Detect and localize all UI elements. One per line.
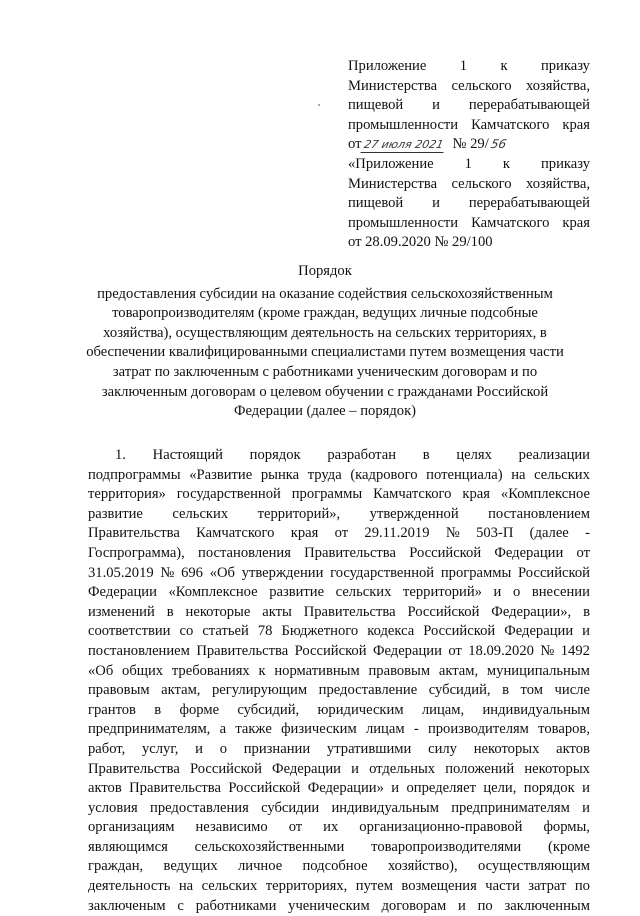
word: Российской [409,544,482,561]
word: ученическим [288,897,370,914]
word: утратившими [326,740,412,757]
appendix-old-line [348,214,590,234]
word: сельских [172,505,229,522]
word: актов [88,780,122,797]
word: Российской [189,760,262,777]
word: в [583,603,590,620]
word: к [258,662,266,679]
word: подпрограммы [88,466,181,483]
word: Камчатского [196,525,275,542]
handwritten-number: 56 [489,137,508,152]
word: сельскохозяйственными [194,838,345,855]
title-line: товаропроизводителям (кроме граждан, ведущих личные подсобные [112,305,538,322]
word: края [462,486,490,503]
body-line [88,760,590,780]
word: 31.05.2019 [88,564,154,581]
word: в [422,447,430,463]
word: нормативным [274,662,360,679]
appendix-new-line [348,116,590,136]
appendix-old-block [348,155,590,253]
body-line [88,524,590,544]
title-line: хозяйства), осуществляющим деятельность на сельских территориях, в [103,324,547,341]
word: и [391,780,400,797]
word: требованиях [171,662,250,679]
body-line [88,446,590,466]
word: труда [307,466,342,483]
appendix-new-line [348,57,590,77]
word: со [179,623,194,640]
word: «Приложение [348,156,434,172]
word: том [520,682,543,699]
word: 1 [464,156,472,172]
title-line: заключенным договорам о целевом обучении с гражданами Российской [101,383,549,400]
word: отдельных [369,760,436,777]
word: развитие [269,584,325,601]
word: от [576,544,590,561]
number-prefix: № 29/ [452,136,489,153]
word: и [582,780,590,797]
word: юридическим [317,701,404,718]
word: Камчатского [471,214,550,231]
word: рынка [260,466,300,483]
word: сельского [451,77,512,94]
word: перерабатывающей [468,195,590,212]
word: Федерации» [307,780,384,797]
body-line [88,603,590,623]
word: пищевой [348,195,404,212]
word: 1 [459,58,468,74]
word: и [493,584,502,601]
word: субсидий, [237,701,300,718]
title-heading: Порядок [298,263,352,279]
word: внесении [531,584,590,601]
word: товаропроизводителями [371,838,522,855]
body-line [88,662,590,682]
word: форме [179,701,220,718]
word: и [432,195,440,212]
word: края [562,214,590,231]
word: Федерации [372,642,442,659]
word: в [166,603,174,620]
word: 78 [257,623,273,640]
word: предпринимателям [451,799,570,816]
word: организационно-правовой [359,819,523,836]
word: предоставление [318,682,418,699]
word: ведущих [163,858,218,875]
word: (далее [529,525,569,542]
word: разработан [327,447,397,463]
word: потенциала) [426,466,503,483]
word: лицам, [421,701,465,718]
word: актам, [161,682,201,699]
word: в [154,701,162,718]
word: Правительства [304,544,396,561]
word: Федерации [88,584,157,601]
body-line [88,779,590,799]
word: программы [291,486,363,503]
word: актов [556,740,590,757]
word: Российской [407,603,480,620]
word: Российской [294,642,367,659]
word: силу [428,740,457,757]
body-line [88,583,590,603]
word: независимо [195,819,268,836]
word: соответствии [88,623,171,640]
word: приказу [540,58,590,74]
word: 503-П [476,525,514,542]
word: также [235,721,272,738]
word: Правительства [196,642,289,659]
appendix-old-date-line: от 28.09.2020 № 29/100 [348,234,493,251]
word: Федерации [504,623,574,640]
appendix-new-line [348,77,590,97]
word: территорий», [257,505,341,522]
word: о [512,584,521,601]
word: «Комплексное [500,486,590,503]
word: Правительства [303,603,396,620]
word: кодекса [367,623,415,640]
document-title [60,262,590,422]
word: края [562,116,590,133]
word: программы [440,564,512,581]
body-line [88,838,590,858]
word: постановлением [488,505,590,522]
word: деятельность [88,878,171,895]
word: и [458,897,466,914]
word: утвержденной [369,505,459,522]
word: заключенным [504,897,590,914]
word: в [502,682,509,699]
word: признании [243,740,311,757]
word: «Об [209,564,235,581]
word: определяет [406,780,476,797]
word: Госпрограмма), [88,544,185,561]
body-line [88,877,590,897]
word: сельского [451,175,512,192]
word: хозяйства, [525,77,590,94]
word: (кадрового [350,466,418,483]
word: общих [122,662,164,679]
word: актам, [438,662,479,679]
scan-speck [318,104,320,106]
word: осуществляющим [477,858,590,875]
word: некоторые [185,603,251,620]
word: товаров, [538,721,590,738]
word: а [219,721,227,738]
word: и [432,97,440,114]
title-line: Федерации (далее – порядок) [233,403,417,420]
word: Российской [423,623,496,640]
word: некоторых [473,740,540,757]
word: услуг, [142,740,179,757]
appendix-old-line [348,155,590,175]
word: целях [456,447,492,463]
word: (кроме [548,838,590,855]
word: грантов [88,701,136,718]
word: порядок [523,780,575,797]
date-prefix: от [348,136,362,153]
word: Федерации [272,760,341,777]
word: субсидии [261,799,320,816]
body-line [88,466,590,486]
word: являющимся [88,838,168,855]
word: предпринимателям, [88,721,211,738]
word: Российской [228,780,301,797]
word: государственной [176,486,281,503]
word: личное [237,858,283,875]
word: Министерства [348,175,438,192]
word: правовым [368,662,431,679]
word: хозяйство), [387,858,458,875]
word: Министерства [348,77,438,94]
word: индивидуальным [482,701,590,718]
body-line [88,720,590,740]
title-line: затрат по заключенным с работниками ученическим договорам и по [112,363,538,380]
word: по [477,897,493,914]
word: утверждении [241,564,324,581]
word: 696 [181,564,203,581]
word: акты [262,603,292,620]
word: Правительства [88,760,180,777]
word: затрат [528,878,567,895]
body-line [88,897,590,916]
word: граждан, [88,858,144,875]
body-line [88,857,590,877]
word: от [334,525,349,542]
word: Федерации», [491,603,572,620]
word: № [160,564,175,581]
word: территорий» [403,584,482,601]
word: их [323,819,339,836]
appendix-new-block [348,57,590,155]
word: условия [88,799,138,816]
word: части [485,878,520,895]
word: подсобное [302,858,368,875]
word: «Об [88,662,114,679]
word: края [290,525,319,542]
word: - [413,721,419,738]
word: развитие [88,505,143,522]
word: пищевой [348,97,404,114]
body-line [88,505,590,525]
word: Приложение [348,58,427,74]
body-line [88,544,590,564]
body-line [88,740,590,760]
word: статьей [202,623,249,640]
word: Камчатского [373,486,452,503]
word: перерабатывающей [468,97,590,114]
word: Настоящий [152,447,223,463]
body-line [88,681,590,701]
word: и [582,799,590,816]
body-line [88,622,590,642]
word: постановления [198,544,291,561]
word: сельских [534,466,590,483]
appendix-old-line [348,194,590,214]
word: реализации [518,447,590,463]
word: с [177,897,184,914]
handwritten-date: 27 июля 2021 [361,138,447,153]
appendix-new-date-line [348,135,590,155]
word: договорам [381,897,447,914]
appendix-new-line [348,96,590,116]
word: № [445,525,460,542]
word: формы, [543,819,590,836]
word: к [500,58,508,74]
word: Правительства [129,780,221,797]
word: работ, [88,740,126,757]
body-line [88,642,590,662]
word: муниципальным [486,662,590,679]
body-paragraph [88,446,590,916]
word: лицам [365,721,405,738]
word: по [574,878,590,895]
body-line [88,818,590,838]
word: о [219,740,227,757]
body-line [88,799,590,819]
word: работниками [195,897,277,914]
title-line: обеспечении квалифицированными специалистами путем возмещения части [86,344,564,361]
word: предоставления [150,799,249,816]
word: путем [355,878,393,895]
word: территориях, [265,878,348,895]
body-line [88,485,590,505]
word: 18.09.2020 [468,642,534,659]
word: «Развитие [189,466,253,483]
word: Правительства [88,525,180,542]
word: постановлением [88,642,190,659]
word: Камчатского [471,116,550,133]
word: «Комплексное [168,584,258,601]
word: 1492 [560,642,590,659]
body-line [88,564,590,584]
word: изменений [88,603,155,620]
word: индивидуальным [331,799,439,816]
title-line: предоставления субсидии на оказание содействия сельскохозяйственным [97,285,553,302]
word: на [178,878,194,895]
word: хозяйства, [525,175,590,192]
word: некоторых [524,760,590,777]
word: цели, [483,780,517,797]
word: и [582,623,590,640]
word: заключеным [88,897,166,914]
word: числе [554,682,590,699]
appendix-old-line [348,175,590,195]
word: организациям [88,819,175,836]
body-line [88,701,590,721]
word: территория» [88,486,166,503]
word: положений [445,760,515,777]
word: производителям [427,721,529,738]
word: - [585,525,590,542]
word: Бюджетного [281,623,359,640]
word: Федерации [494,544,564,561]
word: приказу [540,156,590,172]
word: к [502,156,510,172]
word: государственной [330,564,435,581]
word: Российской [518,564,590,581]
word: регулирующим [212,682,308,699]
word: и [195,740,203,757]
word: промышленности [348,214,459,231]
word: 1. [115,447,126,463]
word: правовым [88,682,150,699]
word: сельских [201,878,258,895]
word: промышленности [348,116,459,133]
word: 29.11.2019 [364,525,430,542]
word: порядок [249,447,301,463]
word: и [351,760,359,777]
word: возмещения [401,878,477,895]
word: сельских [335,584,392,601]
word: № [540,642,555,659]
word: на [511,466,526,483]
word: от [288,819,303,836]
word: физическим [281,721,357,738]
word: от [448,642,462,659]
word: субсидий, [428,682,491,699]
